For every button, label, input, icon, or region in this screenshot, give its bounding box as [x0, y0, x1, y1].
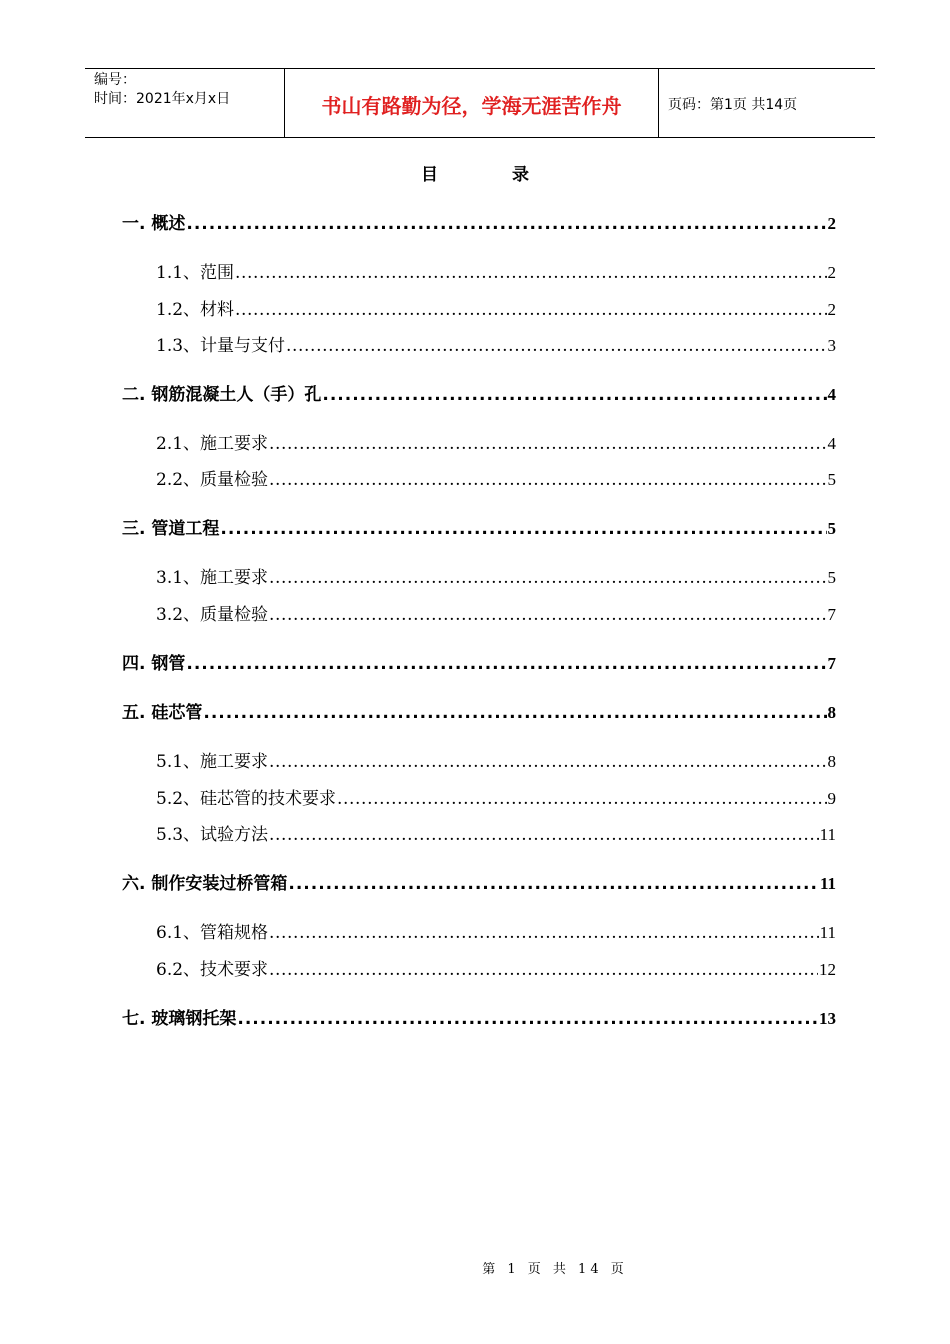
toc-entry-page: 5 — [827, 519, 836, 538]
toc-entry[interactable] — [122, 514, 836, 539]
header-meta — [85, 69, 285, 137]
dot-leader — [269, 568, 826, 588]
toc-entry[interactable] — [156, 465, 836, 490]
dot-leader — [269, 434, 826, 454]
toc-entry-label: 1.3、计量与支付 — [156, 336, 286, 356]
toc-entry[interactable] — [122, 698, 836, 723]
page-header — [85, 68, 875, 138]
toc-entry-label: 3.2、质量检验 — [156, 605, 269, 625]
toc-entry[interactable] — [122, 649, 836, 674]
toc-entry[interactable] — [156, 784, 836, 809]
toc-entry[interactable] — [156, 955, 836, 980]
toc-entry-label: 三. 管道工程 — [122, 519, 220, 539]
toc-entry-page: 7 — [827, 605, 836, 624]
toc-entry-page: 7 — [827, 654, 836, 673]
toc-entry-page: 12 — [819, 960, 836, 979]
toc-entry-page: 9 — [827, 789, 836, 808]
toc-entry[interactable] — [122, 869, 836, 894]
toc-entry-label: 六. 制作安装过桥管箱 — [122, 874, 288, 894]
dot-leader — [203, 703, 826, 723]
toc-entry-page: 3 — [827, 336, 836, 355]
dot-leader — [269, 923, 819, 943]
dot-leader — [337, 789, 826, 809]
toc-title: 目 录 — [421, 165, 563, 185]
toc-entry[interactable] — [156, 295, 836, 320]
toc-entry-page: 2 — [827, 214, 836, 233]
toc-entry[interactable] — [156, 563, 836, 588]
toc-entry-page: 8 — [827, 752, 836, 771]
dot-leader — [322, 385, 826, 405]
toc-entry-page: 5 — [827, 568, 836, 587]
time-label: 时间：2021年x月x日 — [94, 91, 231, 107]
dot-leader — [237, 1009, 818, 1029]
toc-entry[interactable] — [156, 820, 836, 845]
toc-entry-label: 五. 硅芯管 — [122, 703, 203, 723]
dot-leader — [269, 752, 826, 772]
toc-entry[interactable] — [156, 747, 836, 772]
toc-entry-label: 6.2、技术要求 — [156, 960, 269, 980]
toc-entry-label: 一. 概述 — [122, 214, 186, 234]
toc-entry[interactable] — [156, 429, 836, 454]
toc-entry-page: 11 — [819, 923, 836, 942]
toc-entry-page: 8 — [827, 703, 836, 722]
toc-entry-label: 七. 玻璃钢托架 — [122, 1009, 237, 1029]
toc-entry-page: 11 — [819, 874, 836, 893]
toc-entry-label: 2.2、质量检验 — [156, 470, 269, 490]
header-page-info: 页码：第1页 共14页 — [668, 97, 798, 113]
dot-leader — [288, 874, 819, 894]
toc-entry[interactable] — [156, 918, 836, 943]
page-footer: 第 1 页 共 14 页 — [482, 1262, 628, 1277]
dot-leader — [269, 825, 819, 845]
dot-leader — [235, 263, 826, 283]
toc-entry[interactable] — [156, 331, 836, 356]
dot-leader — [269, 605, 826, 625]
dot-leader — [186, 654, 826, 674]
toc-entry-label: 1.1、范围 — [156, 263, 235, 283]
dot-leader — [286, 336, 826, 356]
toc-entry-label: 四. 钢管 — [122, 654, 186, 674]
toc-entry-page: 4 — [827, 385, 836, 404]
number-label: 编号： — [94, 72, 136, 88]
toc-entry-label: 1.2、材料 — [156, 300, 235, 320]
toc-entry-page: 11 — [819, 825, 836, 844]
toc-entry-page: 13 — [819, 1009, 836, 1028]
toc-entry-label: 2.1、施工要求 — [156, 434, 269, 454]
toc-entry-label: 二. 钢筋混凝土人（手）孔 — [122, 385, 322, 405]
toc-entry[interactable] — [122, 209, 836, 234]
header-motto: 书山有路勤为径，学海无涯苦作舟 — [285, 69, 659, 137]
toc-entry-page: 5 — [827, 470, 836, 489]
toc-entry[interactable] — [122, 380, 836, 405]
toc-entry-label: 6.1、管箱规格 — [156, 923, 269, 943]
dot-leader — [220, 519, 826, 539]
toc-entry[interactable] — [156, 258, 836, 283]
toc-entry[interactable] — [122, 1004, 836, 1029]
dot-leader — [235, 300, 826, 320]
toc-entry-label: 3.1、施工要求 — [156, 568, 269, 588]
dot-leader — [269, 470, 826, 490]
toc-entry-page: 4 — [827, 434, 836, 453]
dot-leader — [186, 214, 826, 234]
toc-entry-label: 5.1、施工要求 — [156, 752, 269, 772]
toc-entry[interactable] — [156, 600, 836, 625]
toc-entry-label: 5.2、硅芯管的技术要求 — [156, 789, 337, 809]
toc-entry-label: 5.3、试验方法 — [156, 825, 269, 845]
toc-entry-page: 2 — [827, 263, 836, 282]
dot-leader — [269, 960, 818, 980]
toc-entry-page: 2 — [827, 300, 836, 319]
